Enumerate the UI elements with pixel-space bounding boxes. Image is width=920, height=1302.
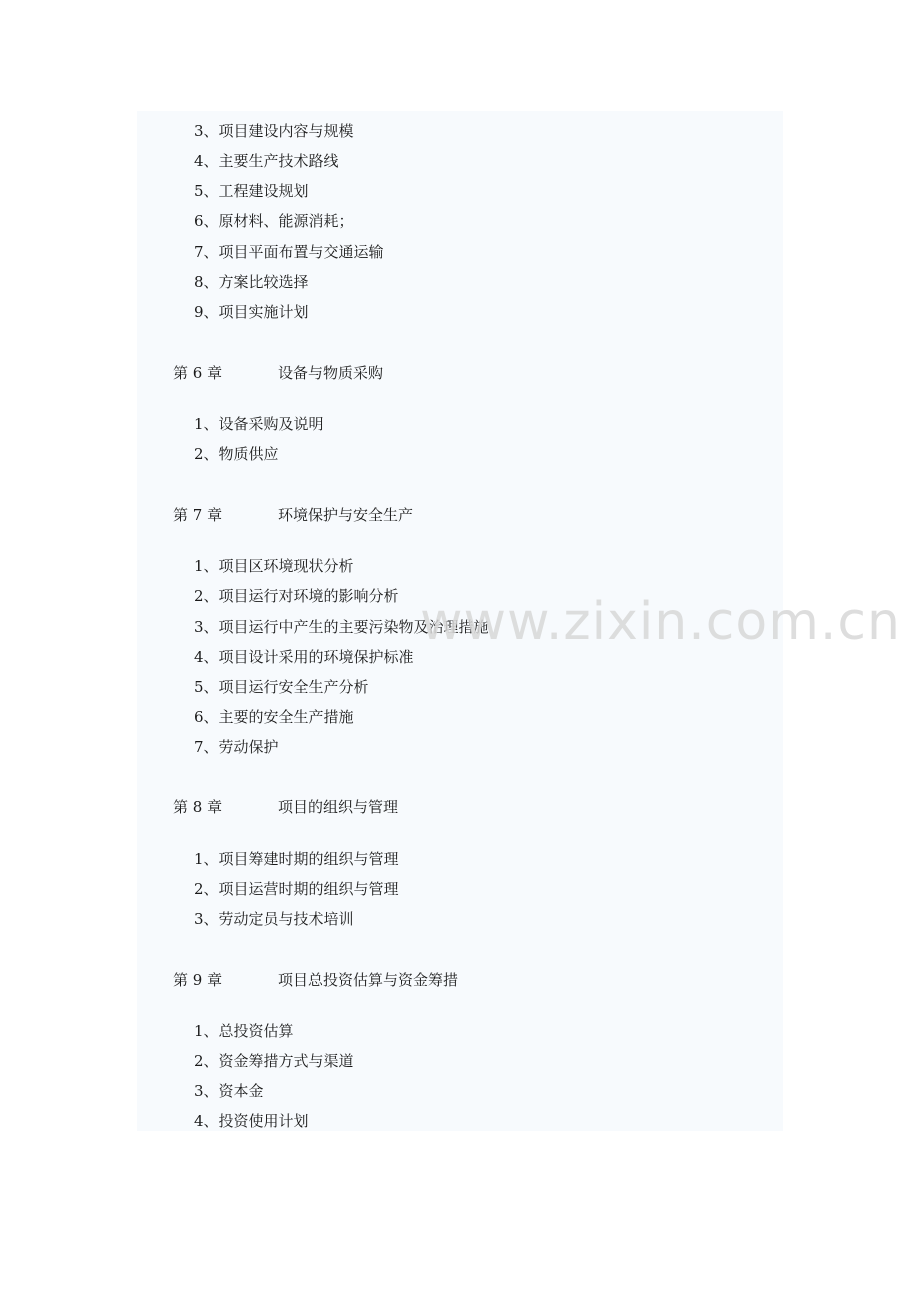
chapter-title: 项目总投资估算与资金筹措 — [278, 971, 459, 989]
chapter-number: 第 8 章 — [173, 798, 223, 816]
list-item: 2、资金筹措方式与渠道 — [194, 1052, 354, 1070]
chapter-heading — [173, 797, 398, 817]
chapter-number: 第 7 章 — [173, 506, 223, 524]
list-item: 3、资本金 — [194, 1082, 264, 1100]
list-item: 7、劳动保护 — [194, 738, 279, 756]
chapter-title: 环境保护与安全生产 — [278, 506, 414, 524]
list-item: 2、项目运行对环境的影响分析 — [194, 587, 399, 605]
list-item: 1、项目区环境现状分析 — [194, 557, 354, 575]
list-item: 8、方案比较选择 — [194, 273, 309, 291]
list-item: 2、项目运营时期的组织与管理 — [194, 880, 399, 898]
list-item: 7、项目平面布置与交通运输 — [194, 243, 384, 261]
chapter-heading — [173, 505, 413, 525]
list-item: 4、项目设计采用的环境保护标准 — [194, 648, 414, 666]
list-item: 5、项目运行安全生产分析 — [194, 678, 369, 696]
list-item: 6、主要的安全生产措施 — [194, 708, 354, 726]
list-item: 9、项目实施计划 — [194, 303, 309, 321]
list-item: 3、项目运行中产生的主要污染物及治理措施 — [194, 618, 489, 636]
list-item: 1、项目筹建时期的组织与管理 — [194, 850, 399, 868]
list-item: 3、项目建设内容与规模 — [194, 122, 354, 140]
chapter-number: 第 6 章 — [173, 364, 223, 382]
list-item: 6、原材料、能源消耗； — [194, 212, 354, 230]
chapter-heading — [173, 970, 458, 990]
list-item: 1、设备采购及说明 — [194, 415, 324, 433]
list-item: 4、主要生产技术路线 — [194, 152, 339, 170]
watermark: www.zixin.com.cn — [420, 592, 901, 652]
list-item: 5、工程建设规划 — [194, 182, 309, 200]
list-item: 1、总投资估算 — [194, 1022, 294, 1040]
chapter-heading — [173, 363, 383, 383]
chapter-title: 设备与物质采购 — [278, 364, 384, 382]
list-item: 4、投资使用计划 — [194, 1112, 309, 1130]
chapter-title: 项目的组织与管理 — [278, 798, 399, 816]
list-item: 2、物质供应 — [194, 445, 279, 463]
list-item: 3、劳动定员与技术培训 — [194, 910, 354, 928]
chapter-number: 第 9 章 — [173, 971, 223, 989]
